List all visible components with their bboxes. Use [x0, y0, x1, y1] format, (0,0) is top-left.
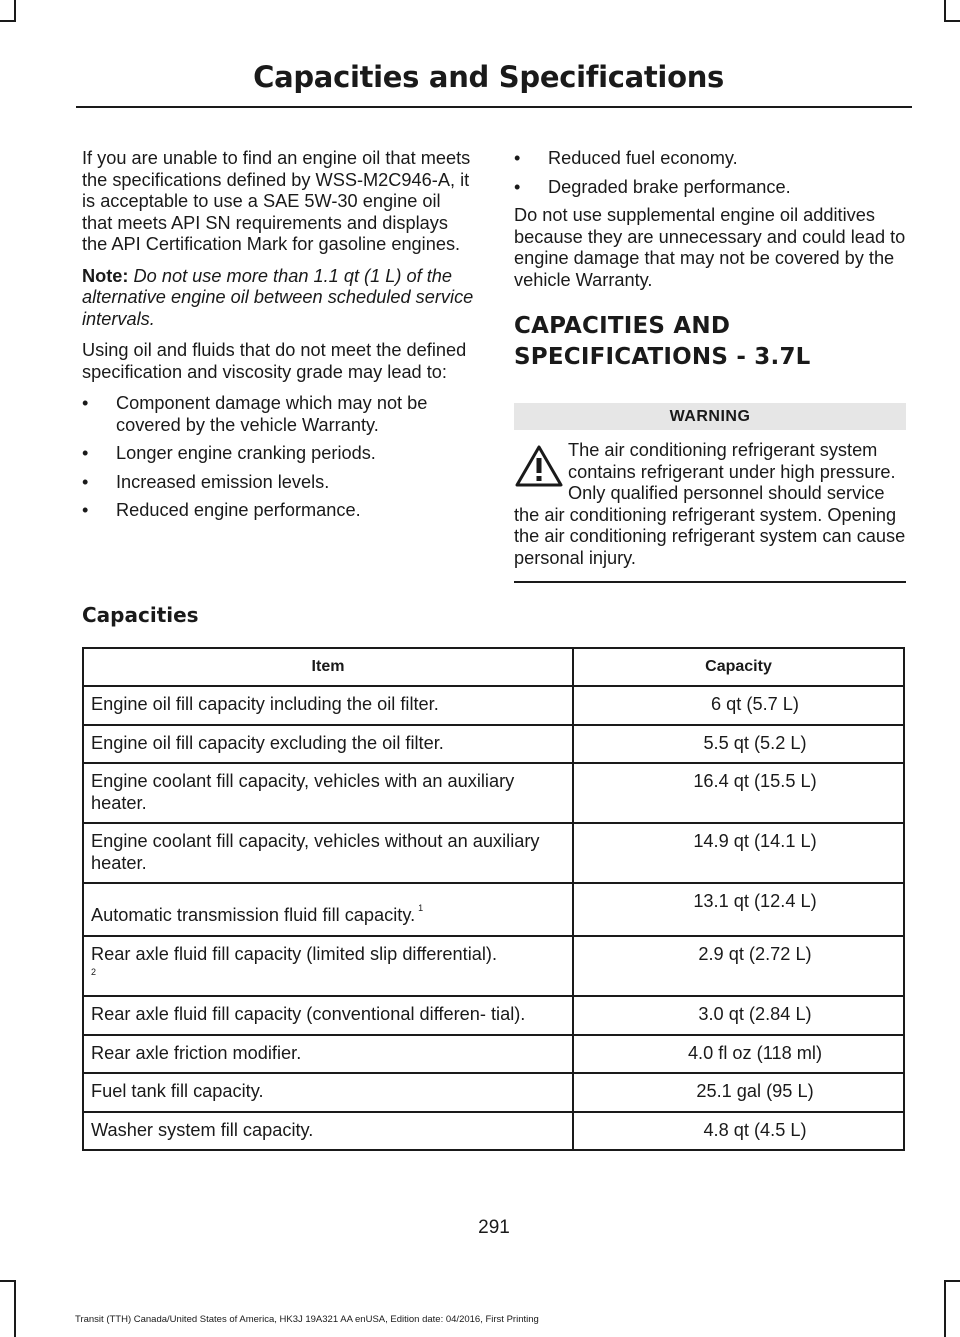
- table-row: [83, 1112, 904, 1151]
- crop-mark: [0, 1280, 16, 1282]
- item-cell: Engine oil fill capacity excluding the oil filter.: [83, 725, 573, 764]
- capacities-heading: Capacities: [82, 603, 199, 627]
- item-cell: Engine coolant fill capacity, vehicles with an auxiliary heater.: [83, 763, 573, 823]
- additives-paragraph: Do not use supplemental engine oil additives because they are unnecessary and could lead to engine damage that may not be covered by the vehicle Warranty.: [514, 205, 906, 290]
- capacity-cell: 13.1 qt (12.4 L): [573, 883, 904, 936]
- list-item: • Reduced engine performance.: [82, 500, 474, 522]
- capacity-cell: 4.8 qt (4.5 L): [573, 1112, 904, 1151]
- page-number: 291: [478, 1217, 510, 1238]
- item-cell: Rear axle friction modifier.: [83, 1035, 573, 1074]
- footnote-marker: 1: [418, 903, 424, 913]
- item-cell: Rear axle fluid fill capacity (conventional differen- tial).: [83, 996, 573, 1035]
- table-row: [83, 1035, 904, 1074]
- note-text: Do not use more than 1.1 qt (1 L) of the alternative engine oil between scheduled service intervals.: [82, 265, 474, 329]
- table-row: [83, 725, 904, 764]
- list-item: • Increased emission levels.: [82, 472, 474, 494]
- item-text: Rear axle fluid fill capacity (limited slip differential).: [91, 943, 498, 964]
- page-title: Capacities and Specifications: [253, 60, 724, 94]
- item-cell: [83, 883, 573, 936]
- warning-label: WARNING: [514, 403, 906, 430]
- capacity-cell: 6 qt (5.7 L): [573, 686, 904, 725]
- crop-mark: [944, 1280, 946, 1337]
- crop-mark: [14, 0, 16, 22]
- capacity-cell: 25.1 gal (95 L): [573, 1073, 904, 1112]
- alternative-oil-paragraph: If you are unable to find an engine oil that meets the specifications defined by WSS-M2C946-A, it is acceptable to use a SAE 5W-30 engine oil that meets API SN requirements and displays the API Certification Mark for gasoline engines.: [82, 148, 471, 254]
- capacities-table: [82, 647, 905, 1151]
- crop-mark: [944, 1280, 960, 1282]
- list-item: • Degraded brake performance.: [514, 177, 906, 199]
- table-row: [83, 763, 904, 823]
- item-cell: Fuel tank fill capacity.: [83, 1073, 573, 1112]
- crop-mark: [944, 0, 946, 22]
- column-header-capacity: Capacity: [573, 648, 904, 686]
- warning-triangle-icon: [514, 444, 564, 488]
- list-item: • Longer engine cranking periods.: [82, 443, 474, 465]
- table-row: [83, 936, 904, 997]
- note-paragraph: [82, 266, 474, 331]
- item-text: Automatic transmission fluid fill capacity.: [91, 905, 416, 925]
- table-row: [83, 686, 904, 725]
- capacity-cell: 5.5 qt (5.2 L): [573, 725, 904, 764]
- crop-mark: [944, 20, 960, 22]
- table-row: [83, 883, 904, 936]
- section-heading-line: CAPACITIES AND: [514, 313, 731, 339]
- capacity-cell: 14.9 qt (14.1 L): [573, 823, 904, 883]
- table-row: [83, 996, 904, 1035]
- capacity-cell: 16.4 qt (15.5 L): [573, 763, 904, 823]
- list-item: • Reduced fuel economy.: [514, 148, 906, 170]
- item-cell: Washer system fill capacity.: [83, 1112, 573, 1151]
- section-heading: [514, 311, 906, 373]
- item-cell: [83, 936, 573, 997]
- table-header-row: [83, 648, 904, 686]
- consequence-list-continued: [514, 148, 906, 198]
- capacity-cell: 2.9 qt (2.72 L): [573, 936, 904, 997]
- crop-mark: [14, 1280, 16, 1337]
- section-heading-line: SPECIFICATIONS - 3.7L: [514, 344, 811, 370]
- note-label: Note:: [82, 265, 129, 286]
- list-item: • Component damage which may not be covered by the vehicle Warranty.: [82, 393, 474, 436]
- consequence-list: [82, 393, 474, 522]
- right-column: [514, 148, 906, 583]
- column-header-item: Item: [83, 648, 573, 686]
- footnote-marker: 2: [91, 967, 97, 977]
- warning-box: [514, 440, 906, 583]
- header-rule: [76, 106, 912, 108]
- table-row: [83, 823, 904, 883]
- fluids-paragraph: Using oil and fluids that do not meet the defined specification and viscosity grade may lead to:: [82, 340, 467, 382]
- capacity-cell: 4.0 fl oz (118 ml): [573, 1035, 904, 1074]
- warning-text: The air conditioning refrigerant system contains refrigerant under high pressure. Only qualified personnel should service the air conditioning refrigerant system. Opening the air conditioning refrigerant system can cause personal injury.: [514, 440, 906, 568]
- capacity-cell: 3.0 qt (2.84 L): [573, 996, 904, 1035]
- edition-footer: Transit (TTH) Canada/United States of America, HK3J 19A321 AA enUSA, Edition date: 04/2016, First Printing: [75, 1314, 539, 1325]
- table-row: [83, 1073, 904, 1112]
- item-cell: Engine oil fill capacity including the oil filter.: [83, 686, 573, 725]
- left-column: [82, 148, 474, 529]
- crop-mark: [0, 20, 16, 22]
- item-cell: Engine coolant fill capacity, vehicles without an auxiliary heater.: [83, 823, 573, 883]
